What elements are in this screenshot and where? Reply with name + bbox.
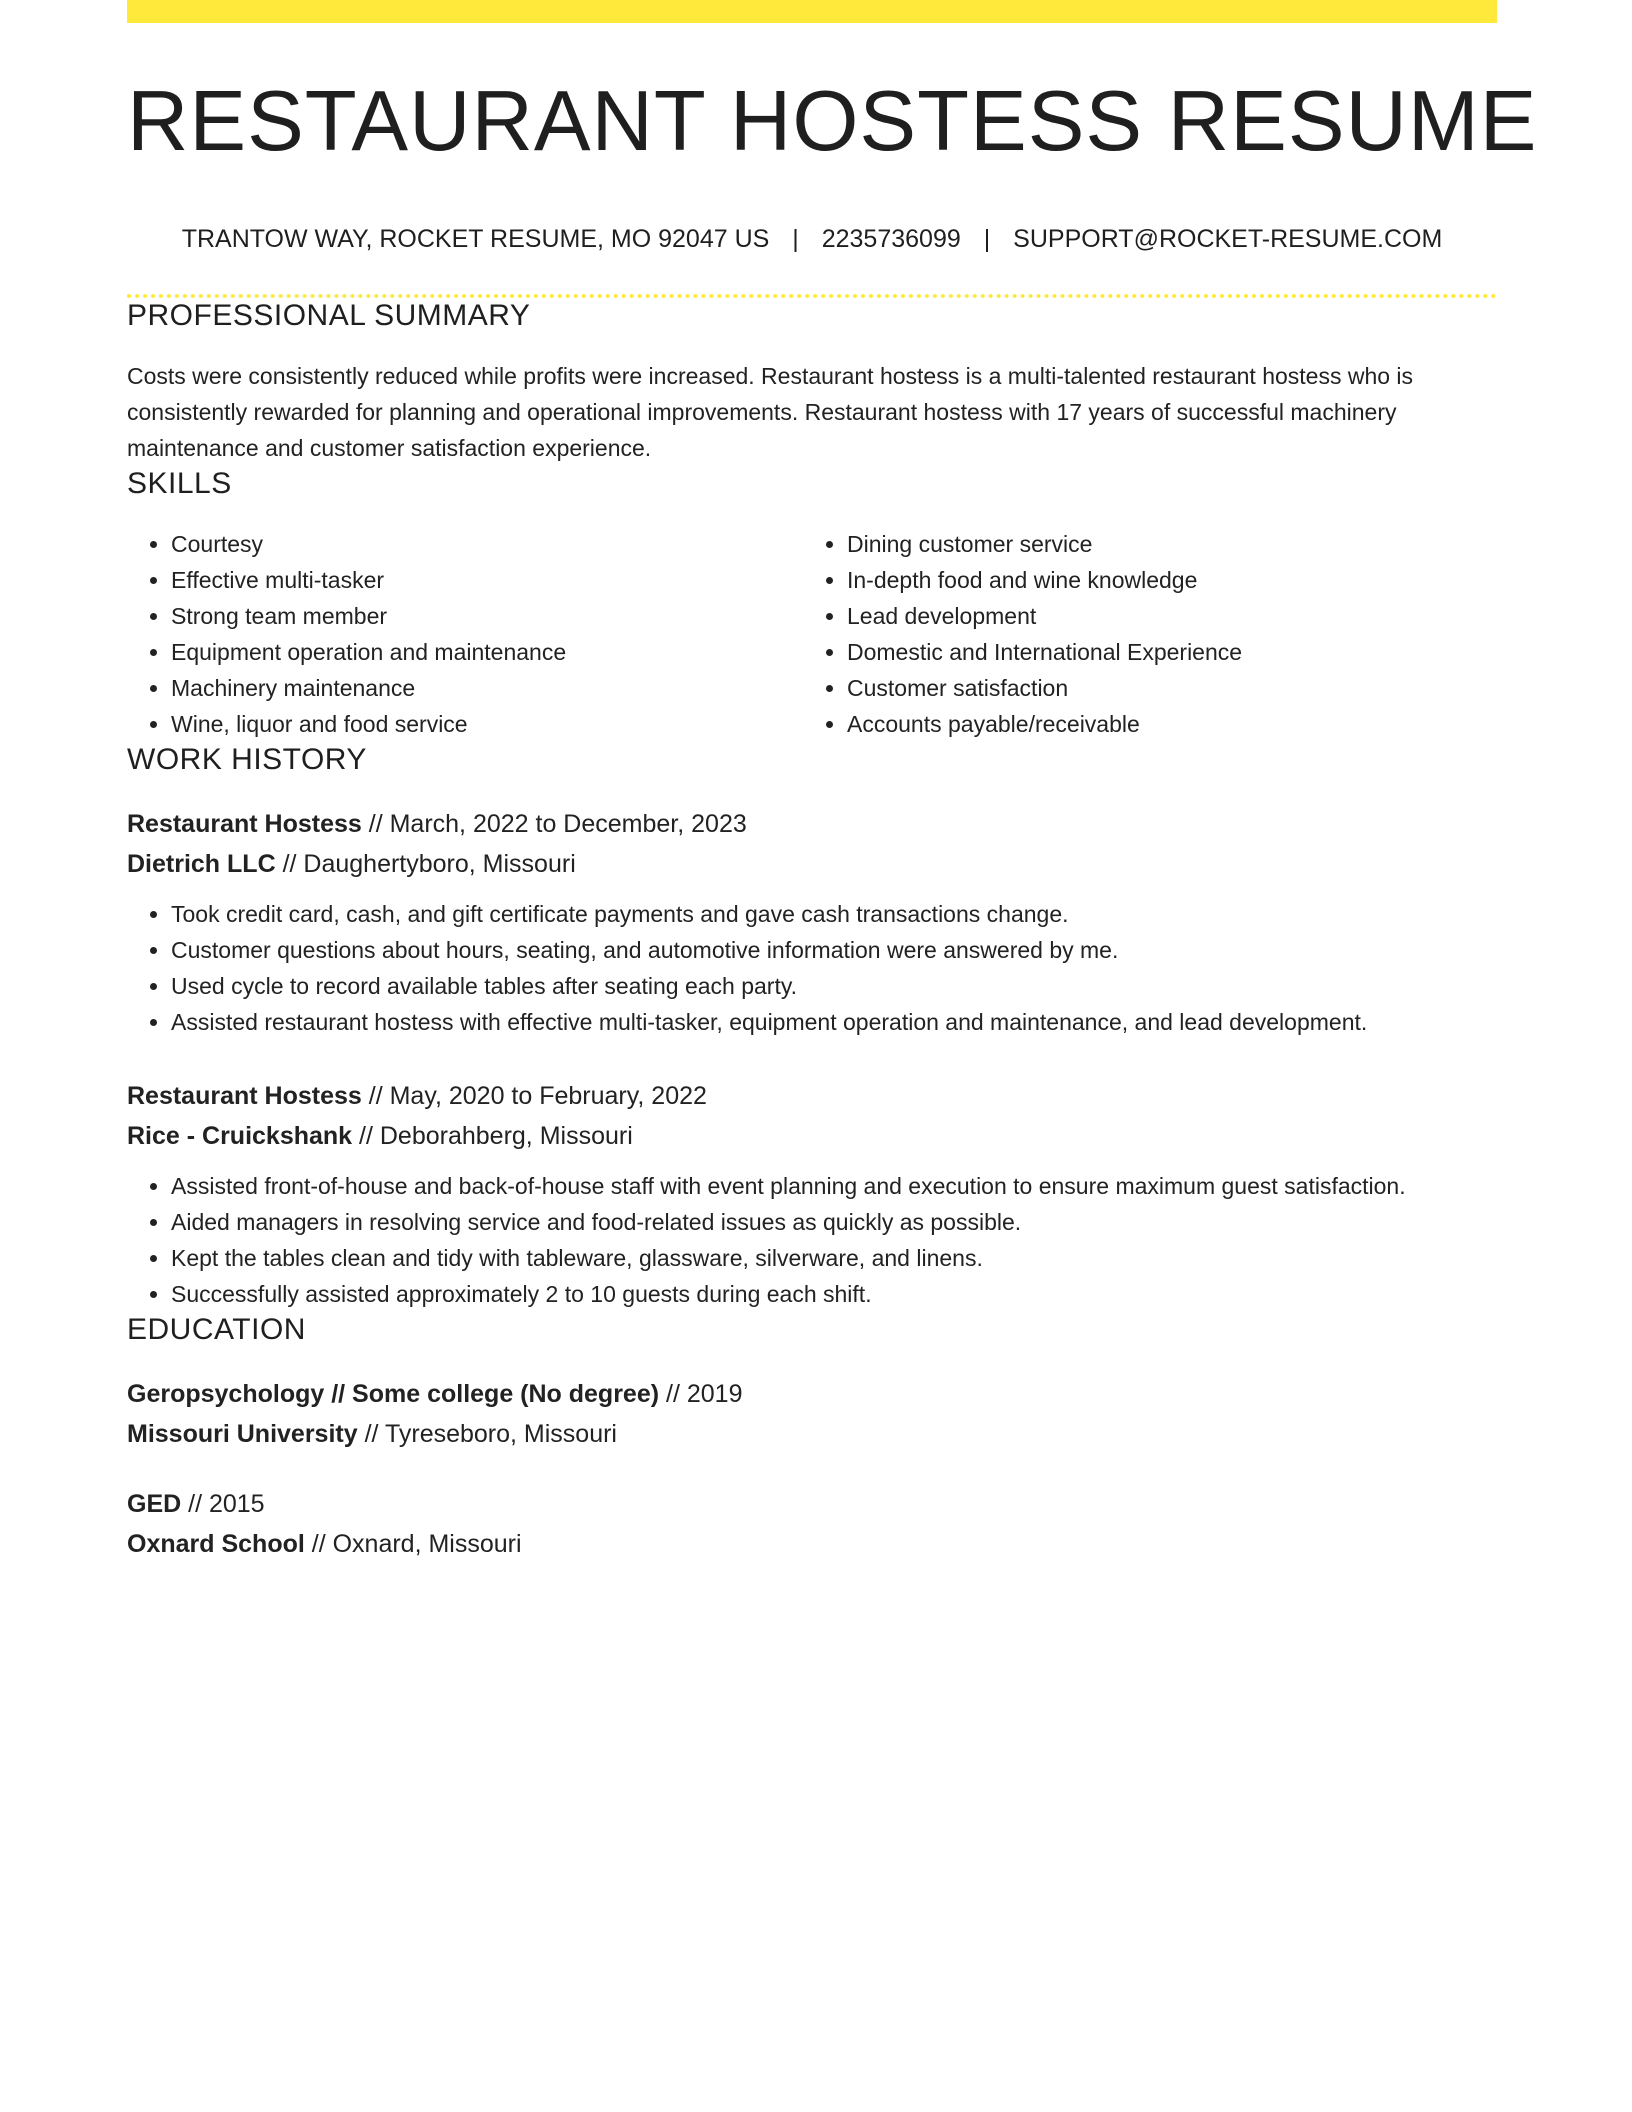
- job-duty: • Assisted restaurant hostess with effective multi-tasker, equipment operation and maintenance, and lead development.: [171, 1004, 1497, 1040]
- education-school-line: [127, 1414, 1497, 1454]
- resume-page: [127, 0, 1538, 1564]
- education-year: // 2015: [181, 1490, 265, 1518]
- job-duty: • Successfully assisted approximately 2 to 10 guests during each shift.: [171, 1276, 1497, 1312]
- skill-item: • Dining customer service: [847, 526, 1479, 562]
- contact-separator: |: [983, 225, 991, 253]
- job-company-line: [127, 1116, 1497, 1156]
- accent-bar: [127, 0, 1497, 23]
- job-duty: • Took credit card, cash, and gift certificate payments and gave cash transactions change.: [171, 896, 1497, 932]
- skill-item: • Customer satisfaction: [847, 670, 1479, 706]
- job-title: Restaurant Hostess: [127, 810, 362, 838]
- contact-email: SUPPORT@ROCKET-RESUME.COM: [1013, 225, 1443, 253]
- contact-separator: |: [792, 225, 799, 253]
- job-duties: [127, 1168, 1497, 1312]
- job-dates: // May, 2020 to February, 2022: [361, 1082, 707, 1110]
- skills-heading: SKILLS: [127, 467, 232, 500]
- job-title-line: [127, 1076, 1497, 1116]
- job-entry: [127, 1076, 1497, 1312]
- skills-list: [127, 526, 1497, 742]
- summary-text: Costs were consistently reduced while profits were increased. Restaurant hostess is a multi-talented restaurant hostess who is consistently rewarded for planning and operational improvements. Restaurant hostess with 17 years of successful machinery maintenance and customer satisfaction experience.: [127, 363, 1414, 461]
- education-degree-line: [127, 1374, 1497, 1414]
- job-duty: • Assisted front-of-house and back-of-house staff with event planning and execution to ensure maximum guest satisfaction.: [171, 1168, 1497, 1204]
- education-entry: [127, 1484, 1497, 1564]
- skill-item: • Equipment operation and maintenance: [171, 634, 803, 670]
- job-duty: • Aided managers in resolving service and food-related issues as quickly as possible.: [171, 1204, 1497, 1240]
- job-title: Restaurant Hostess: [127, 1082, 362, 1110]
- skill-item: • Effective multi-tasker: [171, 562, 803, 598]
- education-year: // 2019: [659, 1380, 743, 1408]
- skill-item: • Machinery maintenance: [171, 670, 803, 706]
- skill-item: • Strong team member: [171, 598, 803, 634]
- job-duty: • Kept the tables clean and tidy with tableware, glassware, silverware, and linens.: [171, 1240, 1497, 1276]
- job-duty: • Used cycle to record available tables after seating each party.: [171, 968, 1497, 1004]
- education-heading: EDUCATION: [127, 1313, 306, 1346]
- education-school-line: [127, 1524, 1497, 1564]
- contact-phone: 2235736099: [821, 225, 961, 253]
- skill-item: • Courtesy: [171, 526, 803, 562]
- skill-item: • Lead development: [847, 598, 1479, 634]
- skill-item: • Accounts payable/receivable: [847, 706, 1479, 742]
- contact-address: TRANTOW WAY, ROCKET RESUME, MO 92047 US: [181, 225, 770, 253]
- education-school: Missouri University: [127, 1420, 358, 1448]
- education-entry: [127, 1374, 1497, 1454]
- skills-column-right: [803, 526, 1479, 742]
- education-degree-line: [127, 1484, 1497, 1524]
- education-degree: Geropsychology // Some college (No degree): [127, 1380, 660, 1408]
- skill-item: • In-depth food and wine knowledge: [847, 562, 1479, 598]
- job-location: // Deborahberg, Missouri: [352, 1122, 633, 1150]
- job-duties: [127, 896, 1497, 1040]
- skill-item: • Wine, liquor and food service: [171, 706, 803, 742]
- job-location: // Daughertyboro, Missouri: [275, 850, 576, 878]
- education-location: // Tyreseboro, Missouri: [357, 1420, 617, 1448]
- job-title-line: [127, 804, 1497, 844]
- job-company: Rice - Cruickshank: [127, 1122, 353, 1150]
- education-location: // Oxnard, Missouri: [304, 1530, 522, 1558]
- job-duty: • Customer questions about hours, seating, and automotive information were answered by me.: [171, 932, 1497, 968]
- education-school: Oxnard School: [127, 1530, 305, 1558]
- resume-title: RESTAURANT HOSTESS RESUME: [127, 74, 1538, 169]
- education-degree: GED: [127, 1490, 182, 1518]
- work-history-heading: WORK HISTORY: [127, 743, 367, 776]
- job-entry: [127, 804, 1497, 1040]
- skill-item: • Domestic and International Experience: [847, 634, 1479, 670]
- summary-heading: PROFESSIONAL SUMMARY: [127, 299, 531, 332]
- job-dates: // March, 2022 to December, 2023: [361, 810, 747, 838]
- skills-column-left: [127, 526, 803, 742]
- job-company: Dietrich LLC: [127, 850, 276, 878]
- contact-line: [127, 225, 1497, 254]
- job-company-line: [127, 844, 1497, 884]
